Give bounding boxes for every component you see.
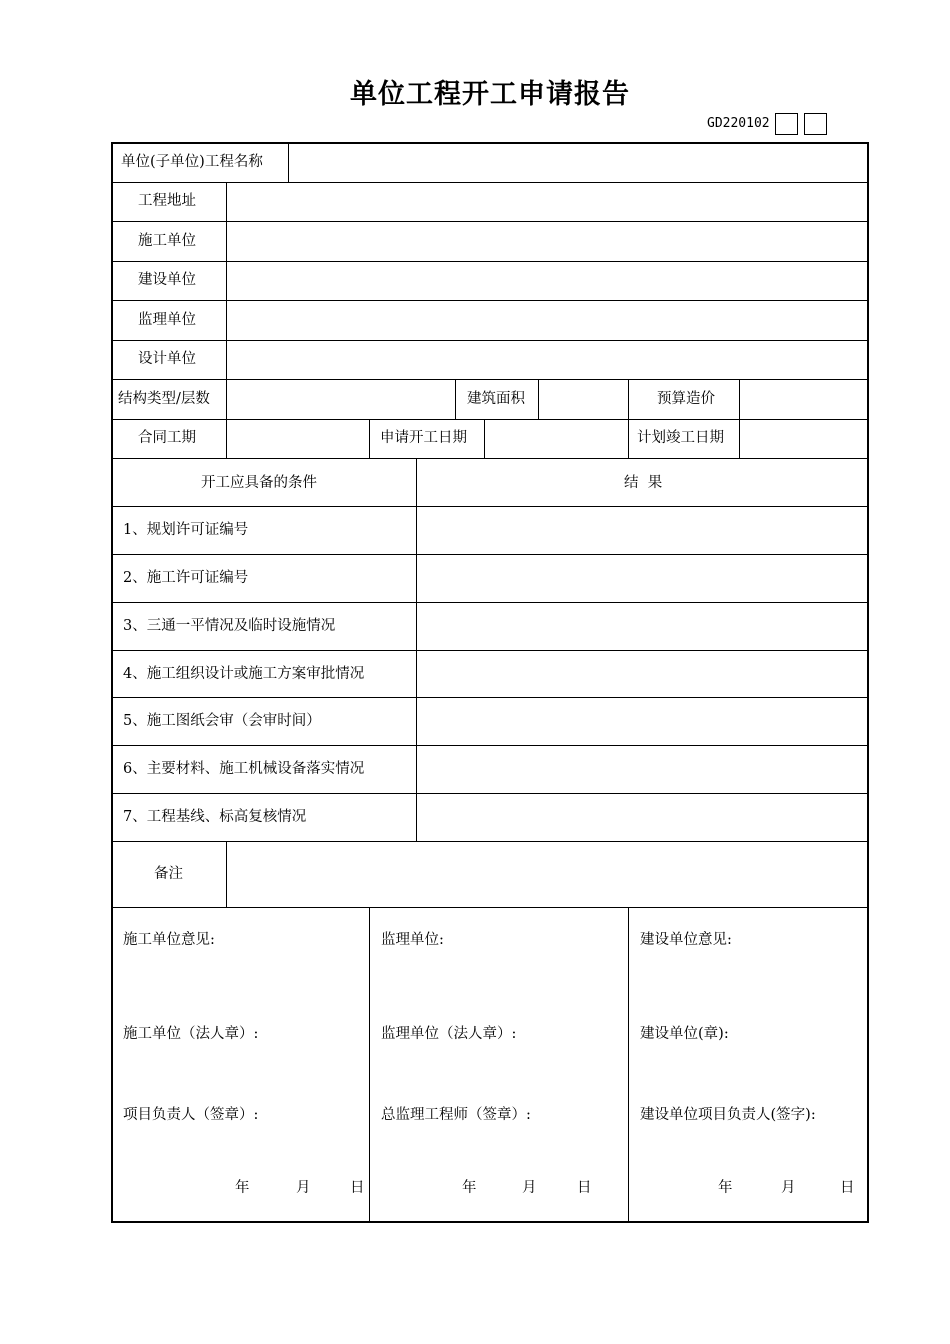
contractor-opinion-field[interactable]: [113, 950, 368, 1020]
supervisor-seal-label: 监理单位（法人章）:: [381, 1026, 517, 1042]
form-code-box-1[interactable]: [775, 113, 798, 135]
date-day: 日: [840, 1180, 855, 1196]
label-project-name: 单位(子单位)工程名称: [121, 154, 263, 170]
label-address: 工程地址: [138, 193, 196, 209]
condition-item: 6、主要材料、施工机械设备落实情况: [123, 761, 365, 777]
condition-result-field[interactable]: [417, 507, 867, 554]
condition-item: 2、施工许可证编号: [123, 570, 249, 586]
date-month: 月: [781, 1180, 796, 1196]
date-year: 年: [235, 1180, 250, 1196]
form-code-box-2[interactable]: [804, 113, 827, 135]
contractor-person-label: 项目负责人（签章）:: [123, 1107, 259, 1123]
owner-field[interactable]: [227, 262, 867, 300]
owner-opinion-field[interactable]: [630, 950, 866, 1020]
contractor-field[interactable]: [227, 222, 867, 261]
form-code: GD220102: [707, 116, 770, 131]
supervisor-person-label: 总监理工程师（签章）:: [381, 1107, 531, 1123]
condition-result-field[interactable]: [417, 698, 867, 745]
date-day: 日: [577, 1180, 592, 1196]
condition-item: 5、施工图纸会审（会审时间）: [123, 713, 321, 729]
condition-item: 7、工程基线、标高复核情况: [123, 809, 307, 825]
conditions-header: 开工应具备的条件: [201, 475, 317, 491]
contractor-seal-label: 施工单位（法人章）:: [123, 1026, 259, 1042]
date-month: 月: [296, 1180, 311, 1196]
condition-result-field[interactable]: [417, 603, 867, 650]
contractor-opinion-label: 施工单位意见:: [123, 932, 215, 948]
remarks-label: 备注: [154, 866, 183, 882]
date-day: 日: [350, 1180, 365, 1196]
supervisor-opinion-field[interactable]: [371, 950, 627, 1020]
supervisor-opinion-label: 监理单位:: [381, 932, 444, 948]
date-month: 月: [522, 1180, 537, 1196]
label-apply-start-date: 申请开工日期: [380, 430, 467, 446]
label-supervisor: 监理单位: [138, 312, 196, 328]
label-designer: 设计单位: [138, 351, 196, 367]
date-year: 年: [462, 1180, 477, 1196]
condition-result-field[interactable]: [417, 746, 867, 793]
planned-finish-date-field[interactable]: [740, 420, 867, 458]
condition-item: 4、施工组织设计或施工方案审批情况: [123, 666, 365, 682]
project-name-field[interactable]: [289, 143, 867, 182]
condition-result-field[interactable]: [417, 794, 867, 841]
structure-field[interactable]: [227, 380, 455, 419]
contract-period-field[interactable]: [227, 420, 369, 458]
supervisor-field[interactable]: [227, 301, 867, 340]
label-budget: 预算造价: [657, 391, 715, 407]
remarks-field[interactable]: [227, 842, 867, 907]
label-area: 建筑面积: [467, 391, 525, 407]
label-structure: 结构类型/层数: [118, 391, 210, 407]
budget-field[interactable]: [740, 380, 867, 419]
owner-opinion-label: 建设单位意见:: [640, 932, 732, 948]
condition-result-field[interactable]: [417, 555, 867, 602]
label-planned-finish-date: 计划竣工日期: [637, 430, 724, 446]
label-owner: 建设单位: [138, 272, 196, 288]
condition-item: 3、三通一平情况及临时设施情况: [123, 618, 336, 634]
date-year: 年: [718, 1180, 733, 1196]
designer-field[interactable]: [227, 341, 867, 379]
condition-result-field[interactable]: [417, 651, 867, 697]
result-header: 结 果: [624, 475, 663, 491]
label-contractor: 施工单位: [138, 233, 196, 249]
apply-start-date-field[interactable]: [485, 420, 628, 458]
owner-seal-label: 建设单位(章):: [640, 1026, 729, 1042]
owner-person-label: 建设单位项目负责人(签字):: [640, 1107, 816, 1123]
condition-item: 1、规划许可证编号: [123, 522, 249, 538]
label-contract-period: 合同工期: [138, 430, 196, 446]
area-field[interactable]: [539, 380, 628, 419]
address-field[interactable]: [227, 183, 867, 221]
page-title: 单位工程开工申请报告: [350, 79, 630, 110]
